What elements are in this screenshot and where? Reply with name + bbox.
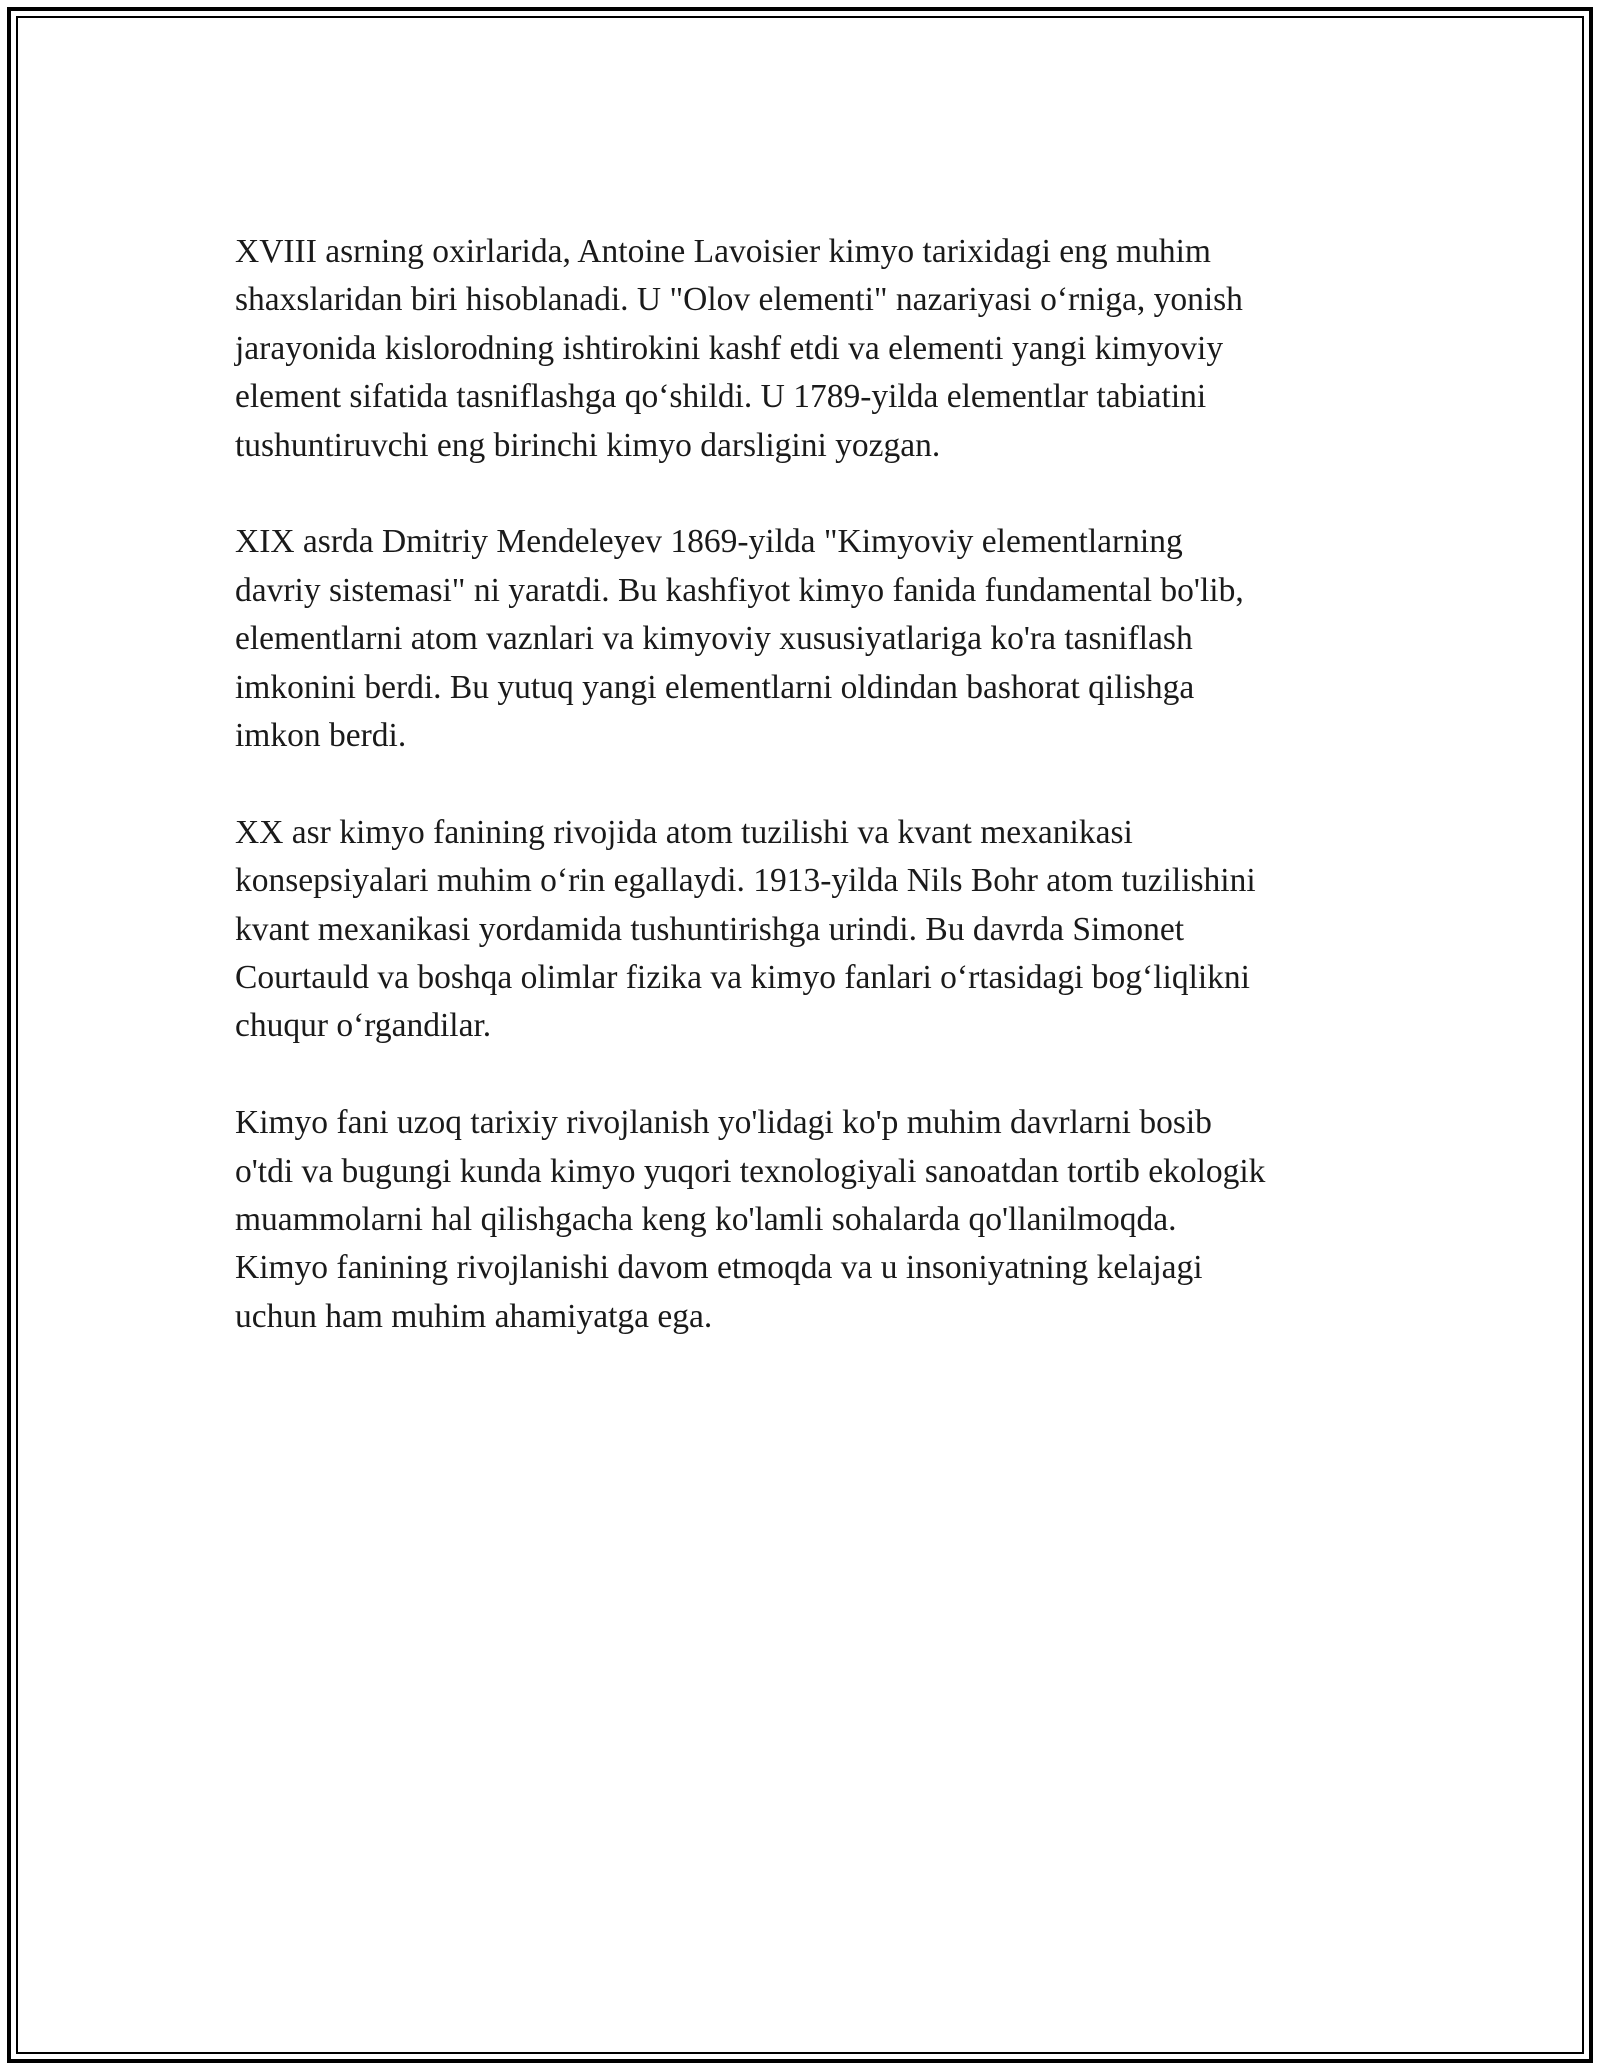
paragraph-twentieth-century: XX asr kimyo fanining rivojida atom tuzilishi va kvant mexanikasi konsepsiyalari muhim o‘rin egallaydi. 1913-yilda Nils Bohr atom tuzilishini kvant mexanikasi yordamida tushuntirishga urindi. Bu davrda Simonet Courtauld va boshqa olimlar fizika va kimyo fanlari o‘rtasidagi bog‘liqlikni chuqur o‘rgandilar. (235, 813, 1256, 1045)
paragraph-lavoisier: XVIII asrning oxirlarida, Antoine Lavoisier kimyo tarixidagi eng muhim shaxslaridan biri hisoblanadi. U "Olov elementi" nazariyasi o‘rniga, yonish jarayonida kislorodning ishtirokini kashf etdi va elementi yangi kimyoviy element sifatida tasniflashga qo‘shildi. U 1789-yilda elementlar tabiatini tushuntiruvchi eng birinchi kimyo darsligini yozgan. (235, 233, 1243, 464)
paragraph-conclusion: Kimyo fani uzoq tarixiy rivojlanish yo'lidagi ko'p muhim davrlarni bosib o'tdi va bugungi kunda kimyo yuqori texnologiyali sanoatdan tortib ekologik muammolarni hal qilishgacha keng ko'lamli sohalarda qo'llanilmoqda. Kimyo fanining rivojlanishi davom etmoqda va u insoniyatning kelajagi uchun ham muhim ahamiyatga ega. (235, 1104, 1266, 1335)
document-body (235, 228, 1385, 1390)
paragraph-mendeleyev: XIX asrda Dmitriy Mendeleyev 1869-yilda "Kimyoviy elementlarning davriy sistemasi" ni yaratdi. Bu kashfiyot kimyo fanida fundamental bo'lib, elementlarni atom vaznlari va kimyoviy xususiyatlariga ko'ra tasniflash imkonini berdi. Bu yutuq yangi elementlarni oldindan bashorat qilishga imkon berdi. (235, 523, 1244, 755)
